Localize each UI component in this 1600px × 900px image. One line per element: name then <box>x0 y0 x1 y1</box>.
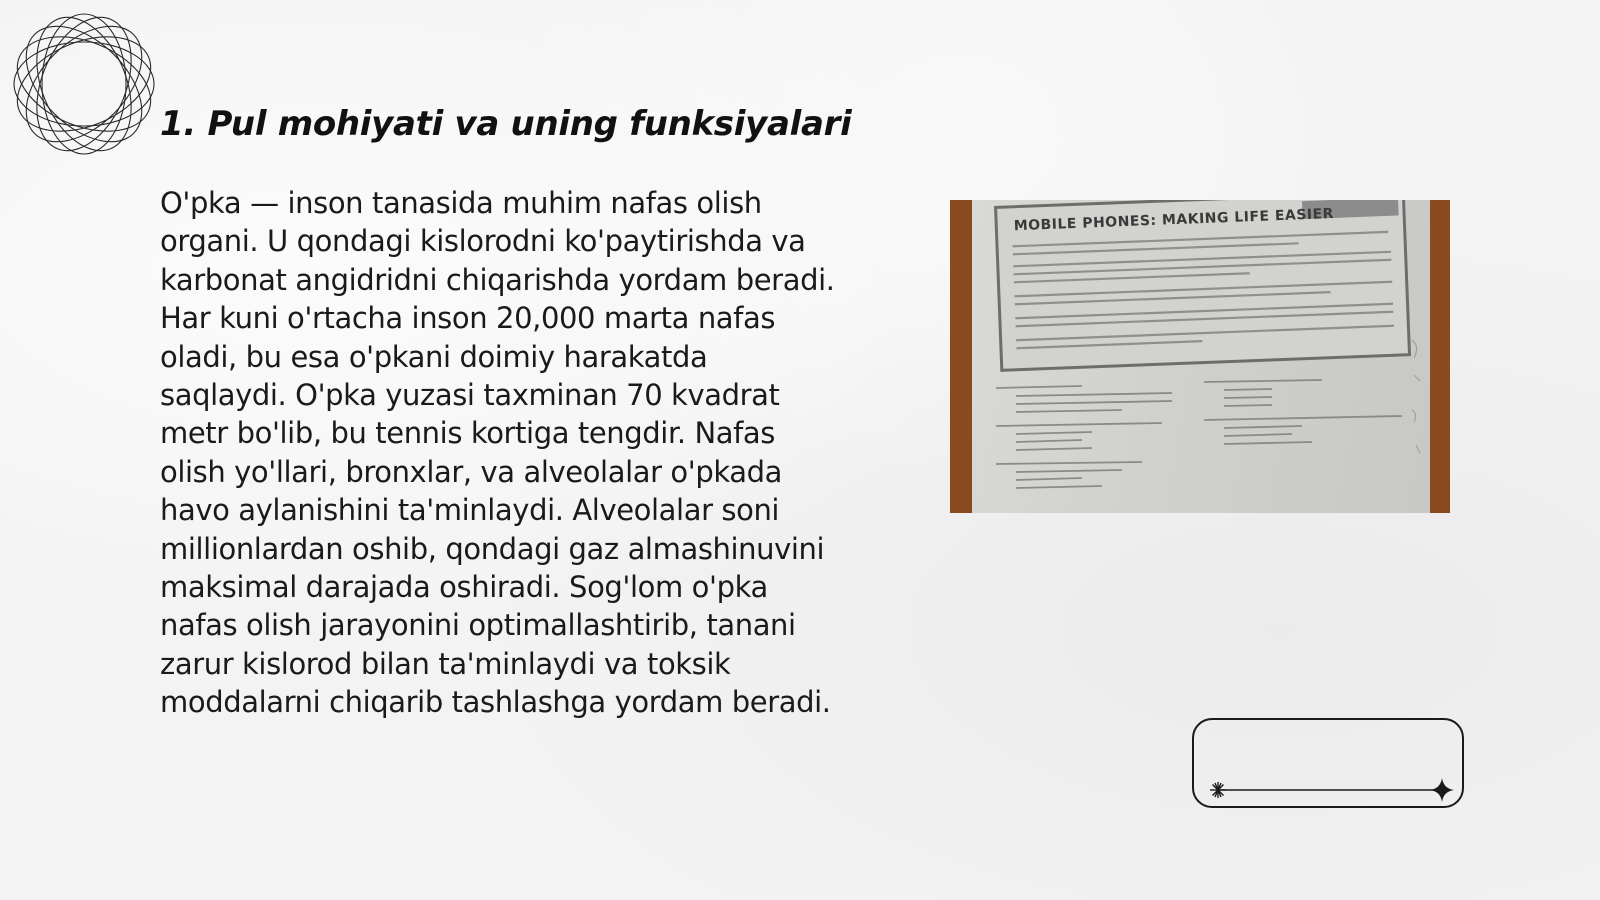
star-icon <box>1430 778 1454 802</box>
callout-box <box>1192 718 1464 808</box>
callout-divider <box>1194 720 1466 810</box>
sparkle-icon <box>1210 782 1226 798</box>
slide-title: 1. Pul mohiyati va uning funksiyalari <box>160 104 852 144</box>
spirograph-ornament-icon <box>10 10 158 158</box>
slide-body-text: O'pka — inson tanasida muhim nafas olish organi. U qondagi kislorodni ko'paytirishda va karbonat angidridni chiqarishda yordam beradi. Har kuni o'rtacha inson 20,000 marta nafas oladi, bu esa o'pkani doimiy harakatda saqlaydi. O'pka yuzasi taxminan 70 kvadrat metr bo'lib, bu tennis kortiga tengdir. Nafas olish yo'llari, bronxlar, va alveolalar o'pkada havo aylanishini ta'minlaydi. Alveolalar soni millionlardan oshib, qondagi gaz almashinuvini maksimal darajada oshiradi. Sog'lom o'pka nafas olish jarayonini optimallashtirib, tanani zarur kislorod bilan ta'minlaydi va toksik moddalarni chiqarib tashlashga yordam beradi. <box>160 186 835 720</box>
photo-questions <box>972 200 1430 513</box>
photo-heading: MOBILE PHONES: MAKING LIFE EASIER <box>1013 205 1335 235</box>
photo-paper <box>972 200 1430 513</box>
textbook-photo <box>950 200 1450 513</box>
